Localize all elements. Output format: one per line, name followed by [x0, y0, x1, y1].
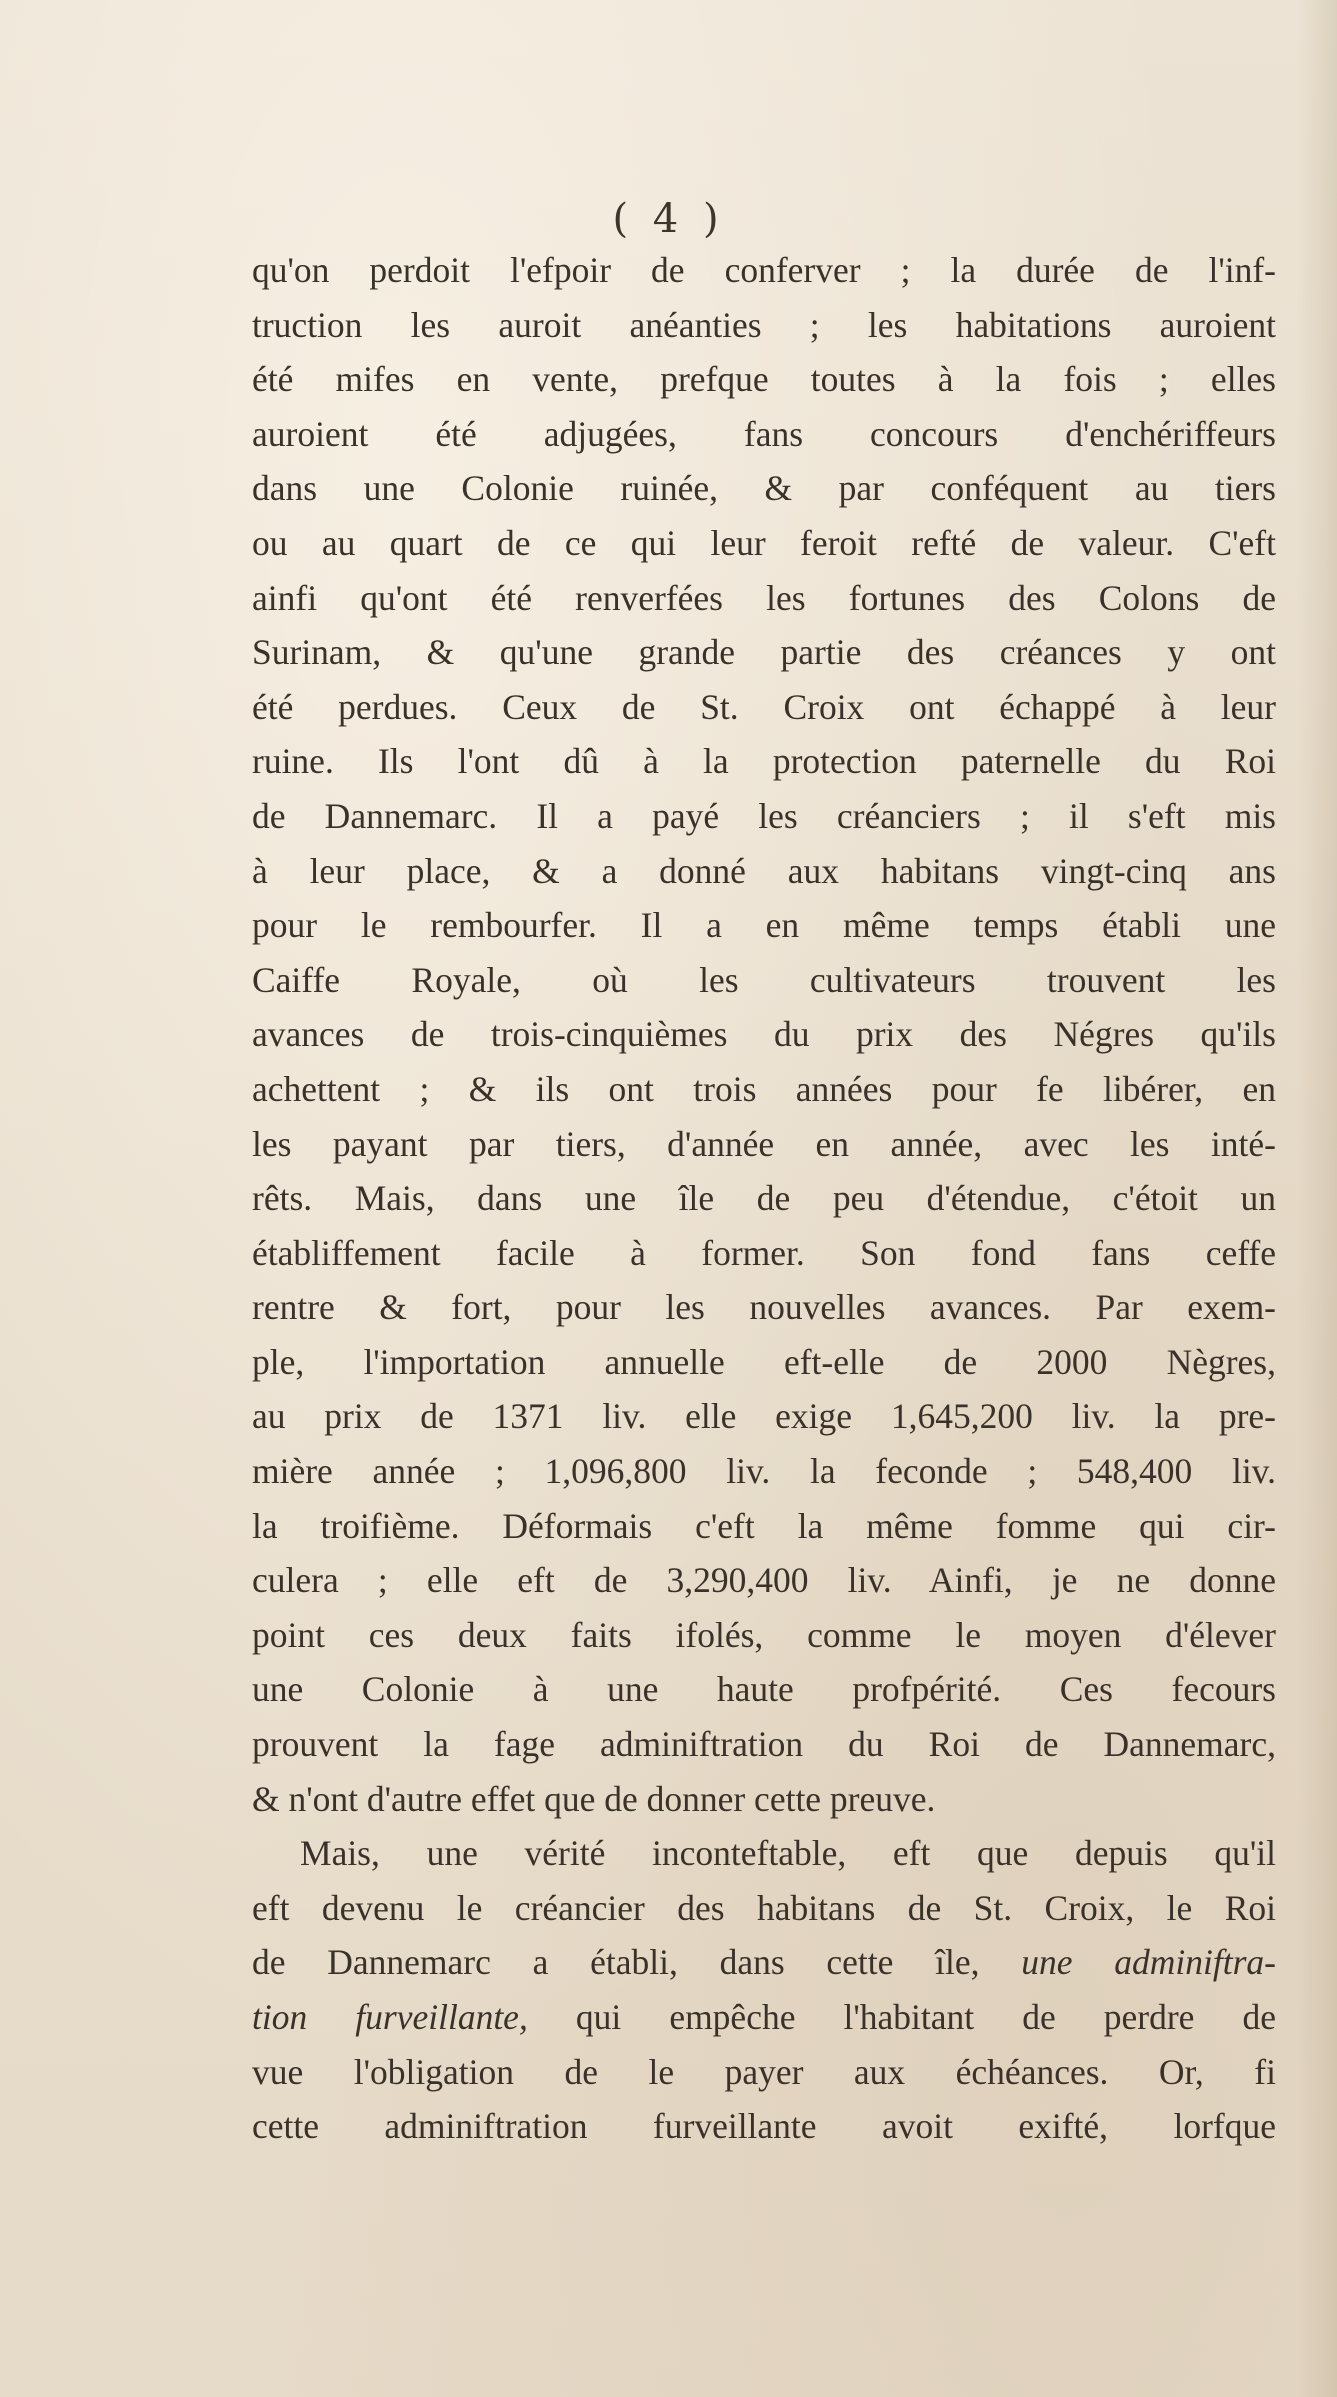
text-line: Caiffe Royale, où les cultivateurs trouvent les [252, 959, 1276, 1000]
text-line: de Dannemarc. Il a payé les créanciers ; il s'eft mis [252, 795, 1276, 836]
text-line: Surinam, & qu'une grande partie des créances y ont [252, 632, 1276, 673]
text-line: & n'ont d'autre effet que de donner cette preuve. [252, 1778, 936, 1819]
text-line: prouvent la fage adminiftration du Roi de Dannemarc, [252, 1724, 1276, 1765]
text-line: la troifième. Déformais c'eft la même fomme qui cir- [252, 1505, 1276, 1546]
page-number: ( 4 ) [612, 196, 725, 242]
text-line: avances de trois-cinquièmes du prix des Négres qu'ils [252, 1014, 1276, 1055]
text-line: au prix de 1371 liv. elle exige 1,645,200 liv. la pre- [252, 1396, 1276, 1437]
paragraph-1 [252, 243, 1276, 1826]
text-line: ruine. Ils l'ont dû à la protection paternelle du Roi [252, 741, 1276, 782]
text-line: été mifes en vente, prefque toutes à la fois ; elles [252, 359, 1276, 400]
text-line [252, 1935, 1276, 1990]
text-line: auroient été adjugées, fans concours d'enchériffeurs [252, 413, 1276, 454]
text-line: ple, l'importation annuelle eft-elle de 2000 Nègres, [252, 1341, 1276, 1382]
text-run: qui empêche l'habitant de perdre de [575, 1997, 1276, 2037]
text-line: à leur place, & a donné aux habitans vingt-cinq ans [252, 850, 1276, 891]
text-line: Mais, une vérité inconteftable, eft que depuis qu'il [300, 1833, 1276, 1874]
text-line: ou au quart de ce qui leur feroit refté de valeur. C'eft [252, 522, 1276, 563]
text-line: eft devenu le créancier des habitans de St. Croix, le Roi [252, 1887, 1276, 1928]
text-line: point ces deux faits ifolés, comme le moyen d'élever [252, 1614, 1276, 1655]
text-line [252, 1990, 1276, 2045]
text-line: ainfi qu'ont été renverfées les fortunes des Colons de [252, 577, 1276, 618]
text-line: dans une Colonie ruinée, & par conféquent au tiers [252, 468, 1276, 509]
text-line: établiffement facile à former. Son fond fans ceffe [252, 1232, 1276, 1273]
text-line: rêts. Mais, dans une île de peu d'étendue, c'étoit un [252, 1178, 1276, 1219]
text-line: qu'on perdoit l'efpoir de conferver ; la durée de l'inf- [252, 250, 1276, 290]
text-line: été perdues. Ceux de St. Croix ont échappé à leur [252, 686, 1276, 727]
text-line: les payant par tiers, d'année en année, avec les inté- [252, 1123, 1276, 1164]
italic-phrase: une adminiftra- [1021, 1942, 1276, 1983]
text-line: rentre & fort, pour les nouvelles avances. Par exem- [252, 1287, 1276, 1328]
text-line: truction les auroit anéanties ; les habitations auroient [252, 304, 1276, 345]
text-line: culera ; elle eft de 3,290,400 liv. Ainfi, je ne donne [252, 1560, 1276, 1601]
text-line: cette adminiftration furveillante avoit exifté, lorfque [252, 2106, 1276, 2147]
text-line: vue l'obligation de le payer aux échéances. Or, fi [252, 2051, 1276, 2092]
italic-phrase: tion furveillante, [252, 1997, 528, 2037]
text-line: mière année ; 1,096,800 liv. la feconde ; 548,400 liv. [252, 1451, 1276, 1492]
paragraph-2 [252, 1826, 1276, 2154]
body-text [252, 243, 1276, 2154]
text-line: pour le rembourfer. Il a en même temps établi une [252, 905, 1276, 946]
text-line: une Colonie à une haute profpérité. Ces fecours [252, 1669, 1276, 1710]
text-run: de Dannemarc a établi, dans cette île, [252, 1942, 980, 1983]
text-line: achettent ; & ils ont trois années pour fe libérer, en [252, 1068, 1276, 1109]
